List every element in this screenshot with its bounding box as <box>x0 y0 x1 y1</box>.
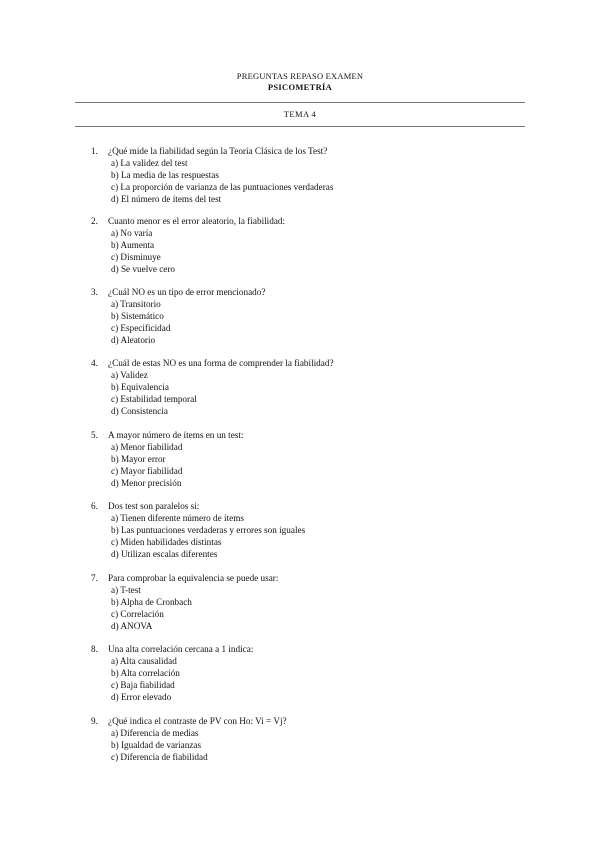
answer-option: b) Sistemático <box>111 311 164 321</box>
answer-option: d) Utilizan escalas diferentes <box>111 549 218 559</box>
answer-options <box>111 584 531 632</box>
question-1 <box>91 145 531 205</box>
answer-option: d) ANOVA <box>111 621 153 631</box>
question-text: ¿Cuál NO es un tipo de error mencionado? <box>108 287 266 297</box>
answer-option: d) Aleatorio <box>111 335 156 345</box>
answer-options <box>111 369 531 417</box>
answer-option: b) Equivalencia <box>111 382 169 392</box>
answer-options <box>111 512 531 560</box>
question-text: A mayor número de ítems en un test: <box>108 430 244 440</box>
answer-option: c) Estabilidad temporal <box>111 394 197 404</box>
answer-option: a) La validez del test <box>111 158 188 168</box>
question-text: ¿Qué mide la fiabilidad según la Teoría Clásica de los Test? <box>108 146 328 156</box>
question-text: Dos test son paralelos si: <box>108 501 200 511</box>
answer-option: a) Menor fiabilidad <box>111 442 183 452</box>
answer-option: a) Tienen diferente número de ítems <box>111 513 244 523</box>
question-number: 2. <box>91 216 98 226</box>
answer-option: a) Validez <box>111 370 148 380</box>
question-number: 9. <box>91 716 98 726</box>
question-stem <box>91 357 531 369</box>
question-number: 8. <box>91 644 98 654</box>
question-number: 4. <box>91 358 98 368</box>
answer-option: d) Consistencia <box>111 406 168 416</box>
answer-option: b) Aumenta <box>111 240 155 250</box>
answer-option: c) Diferencia de fiabilidad <box>111 752 208 762</box>
answer-option: d) Se vuelve cero <box>111 264 176 274</box>
answer-option: c) La proporción de varianza de las puntuaciones verdaderas <box>111 182 334 192</box>
question-9 <box>91 715 531 763</box>
question-number: 6. <box>91 501 98 511</box>
question-3 <box>91 286 531 346</box>
answer-option: c) Especificidad <box>111 323 171 333</box>
document-title: PREGUNTAS REPASO EXAMEN <box>236 71 364 81</box>
question-stem <box>91 429 531 441</box>
question-6 <box>91 500 531 560</box>
question-stem <box>91 286 531 298</box>
document-subject: PSICOMETRÍA <box>267 82 333 92</box>
answer-option: c) Disminuye <box>111 252 161 262</box>
answer-options <box>111 655 531 703</box>
answer-option: c) Mayor fiabilidad <box>111 466 183 476</box>
answer-option: d) Error elevado <box>111 692 172 702</box>
answer-options <box>111 298 531 346</box>
answer-option: a) Diferencia de medias <box>111 728 199 738</box>
question-text: Una alta correlación cercana a 1 indica: <box>108 644 254 654</box>
answer-option: b) Alpha de Cronbach <box>111 597 192 607</box>
answer-option: c) Baja fiabilidad <box>111 680 175 690</box>
question-text: Para comprobar la equivalencia se puede usar: <box>108 573 279 583</box>
answer-options <box>111 441 531 489</box>
answer-options <box>111 227 531 275</box>
document-header <box>0 71 600 93</box>
answer-option: b) Las puntuaciones verdaderas y errores son iguales <box>111 525 306 535</box>
question-stem <box>91 643 531 655</box>
bottom-divider <box>75 126 525 127</box>
answer-option: a) Alta causalidad <box>111 656 177 666</box>
question-number: 1. <box>91 146 98 156</box>
question-5 <box>91 429 531 489</box>
question-number: 3. <box>91 287 98 297</box>
answer-option: a) Transitorio <box>111 299 161 309</box>
section-title: TEMA 4 <box>283 109 317 119</box>
question-7 <box>91 572 531 632</box>
question-text: ¿Qué indica el contraste de PV con Ho: Vi = Vj? <box>108 716 287 726</box>
answer-option: c) Miden habilidades distintas <box>111 537 222 547</box>
question-text: ¿Cuál de estas NO es una forma de comprender la fiabilidad? <box>108 358 334 368</box>
answer-option: b) Igualdad de varianzas <box>111 740 202 750</box>
question-stem <box>91 500 531 512</box>
question-number: 5. <box>91 430 98 440</box>
question-stem <box>91 215 531 227</box>
answer-option: a) T-test <box>111 585 141 595</box>
question-stem <box>91 715 531 727</box>
question-text: Cuanto menor es el error aleatorio, la fiabilidad: <box>108 216 286 226</box>
question-2 <box>91 215 531 275</box>
answer-option: c) Correlación <box>111 609 164 619</box>
question-4 <box>91 357 531 417</box>
answer-option: b) La media de las respuestas <box>111 170 219 180</box>
answer-options <box>111 157 531 205</box>
answer-option: a) No varía <box>111 228 153 238</box>
question-number: 7. <box>91 573 98 583</box>
question-8 <box>91 643 531 703</box>
question-stem <box>91 572 531 584</box>
answer-options <box>111 727 531 763</box>
answer-option: d) Menor precisión <box>111 478 182 488</box>
answer-option: b) Mayor error <box>111 454 166 464</box>
question-stem <box>91 145 531 157</box>
answer-option: b) Alta correlación <box>111 668 180 678</box>
top-divider <box>75 102 525 103</box>
answer-option: d) El número de ítems del test <box>111 194 222 204</box>
